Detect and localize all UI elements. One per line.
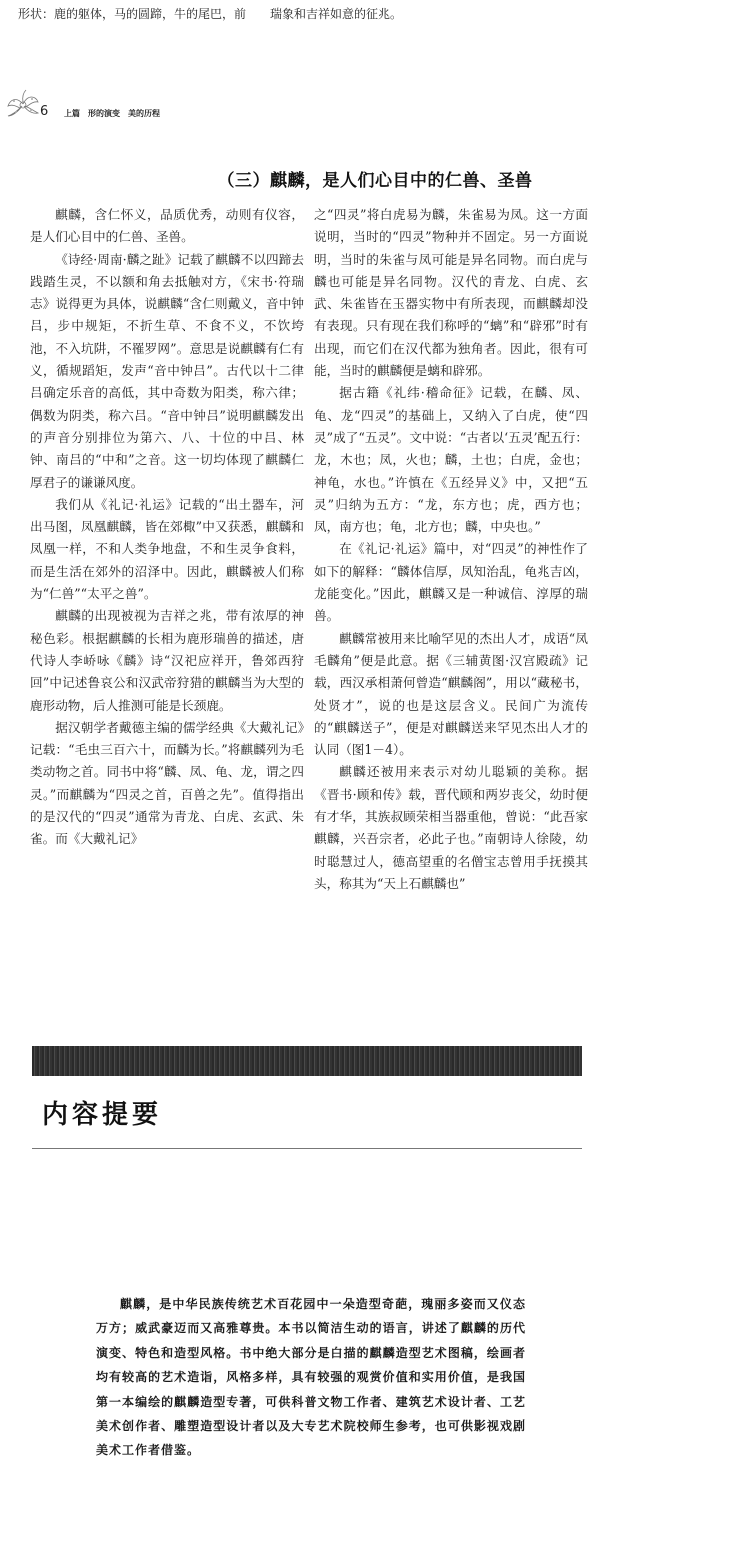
- running-title: 上篇 形的演变 美的历程: [64, 108, 160, 118]
- left-column: [30, 204, 304, 851]
- paragraph: 麒麟常被用来比喻罕见的杰出人才，成语“凤毛麟角”便是此意。据《三辅黄图·汉宫殿疏》记载，西汉承相萧何曾造“麒麟阁”，用以“藏秘书，处贤才”，说的也是这层含义。民间广为流传的“麒麟送子”，便是对麒麟送来罕见杰出人才的认同（图1－4）。: [314, 630, 588, 758]
- summary-body: [96, 1292, 526, 1463]
- summary-paragraph: 麒麟，是中华民族传统艺术百花园中一朵造型奇葩，瑰丽多姿而又仪态万方；威武豪迈而又高雅尊贵。本书以简洁生动的语言，讲述了麒麟的历代演变、特色和造型风格。书中绝大部分是白描的麒麟造型艺术图稿，绘画者均有较高的艺术造诣，风格多样，具有较强的观赏价值和实用价值，是我国第一本编绘的麒麟造型专著，可供科普文物工作者、建筑艺术设计者、工艺美术创作者、雕塑造型设计者以及大专艺术院校师生参考，也可供影视戏剧美术工作者借鉴。: [96, 1297, 526, 1458]
- page-number: 6: [40, 104, 49, 119]
- divider: [32, 1148, 582, 1149]
- paragraph: 麒麟的出现被视为吉祥之兆，带有浓厚的神秘色彩。根据麒麟的长相为鹿形瑞兽的描述，唐代诗人李峤咏《麟》诗“汉祀应祥开，鲁郊西狩回”中记述鲁哀公和汉武帝狩猎的麒麟当为大型的鹿形动物，后人推测可能是长颈鹿。: [30, 608, 304, 713]
- page-header: [6, 86, 306, 126]
- paragraph: 据古籍《礼纬·稽命征》记载，在麟、凤、龟、龙“四灵”的基础上，又纳入了白虎，使“四灵”成了“五灵”。文中说：“古者以‘五灵’配五行：龙，木也；凤，火也；麟，土也；白虎，金也；神龟，水也。”许慎在《五经异义》中，又把“五灵”归纳为五方：“龙，东方也；虎，西方也；凤，南方也；龟，北方也；麟，中央也。”: [314, 385, 588, 535]
- paragraph: 《诗经·周南·麟之趾》记载了麒麟不以四蹄去践踏生灵，不以额和角去抵触对方，《宋书·符瑞志》说得更为具体，说麒麟“含仁则戴义，音中钟吕，步中规矩，不折生草、不食不义，不饮垮池，不入坑阱，不罹罗网”。意思是说麒麟有仁有义，循规蹈矩，发声“音中钟吕”。古代以十二律吕确定乐音的高低，其中奇数为阳类，称六律；偶数为阴类，称六吕。“音中钟吕”说明麒麟发出的声音分别排位为第六、八、十位的中吕、林钟、南吕的“中和”之音。这一切均体现了麒麟仁厚君子的谦谦风度。: [30, 251, 304, 490]
- flower-ornament-icon: [6, 86, 40, 120]
- paragraph: 在《礼记·礼运》篇中，对“四灵”的神性作了如下的解释：“麟体信厚，凤知治乱，龟兆吉凶，龙能变化。”因此，麒麟又是一种诚信、淳厚的瑞兽。: [314, 541, 588, 624]
- right-column: [314, 204, 588, 895]
- section-title: （三）麒麟，是人们心目中的仁兽、圣兽: [217, 171, 533, 191]
- paragraph: 麒麟，含仁怀义，品质优秀，动则有仪容，是人们心目中的仁兽、圣兽。: [30, 207, 304, 245]
- paragraph: 之“四灵”将白虎易为麟，朱雀易为凤。这一方面说明，当时的“四灵”物种并不固定。另一方面说明，当时的朱雀与凤可能是异名同物。而白虎与麟也可能是异名同物。汉代的青龙、白虎、玄武、朱雀皆在玉器实物中有所表现，而麒麟却没有表现。只有现在我们称呼的“螭”和“辟邪”时有出现，而它们在汉代都为独角者。因此，很有可能，当时的麒麟便是螭和辟邪。: [314, 207, 588, 379]
- paragraph: 我们从《礼记·礼运》记载的“出土器车，河出马图，凤凰麒麟，皆在郊棷”中又获悉，麒麟和凤凰一样，不和人类争地盘，不和生灵争食料，而是生活在郊外的沼泽中。因此，麒麟被人们称为“仁兽”“太平之兽”。: [30, 496, 304, 602]
- previous-page-fragment: 形状：鹿的躯体，马的圆蹄，牛的尾巴，前 瑞象和吉祥如意的征兆。: [18, 7, 403, 21]
- paragraph: 麒麟还被用来表示对幼儿聪颖的美称。据《晋书·顾和传》载，晋代顾和两岁丧父，幼时便有才华，其族叔顾荣相当器重他，曾说：“此吾家麒麟，兴吾宗者，必此子也。”南朝诗人徐陵，幼时聪慧过人，德高望重的名僧宝志曾用手抚摸其头，称其为“天上石麒麟也”: [314, 764, 588, 891]
- decorative-band: [32, 1046, 582, 1076]
- summary-title: 内容提要: [42, 1100, 163, 1130]
- paragraph: 据汉朝学者戴德主编的儒学经典《大戴礼记》记载：“毛虫三百六十，而麟为长。”将麒麟列为毛类动物之首。同书中将“麟、凤、龟、龙，谓之四灵。”而麒麟为“四灵之首，百兽之先”。值得指出的是汉代的“四灵”通常为青龙、白虎、玄武、朱雀。而《大戴礼记》: [30, 719, 304, 847]
